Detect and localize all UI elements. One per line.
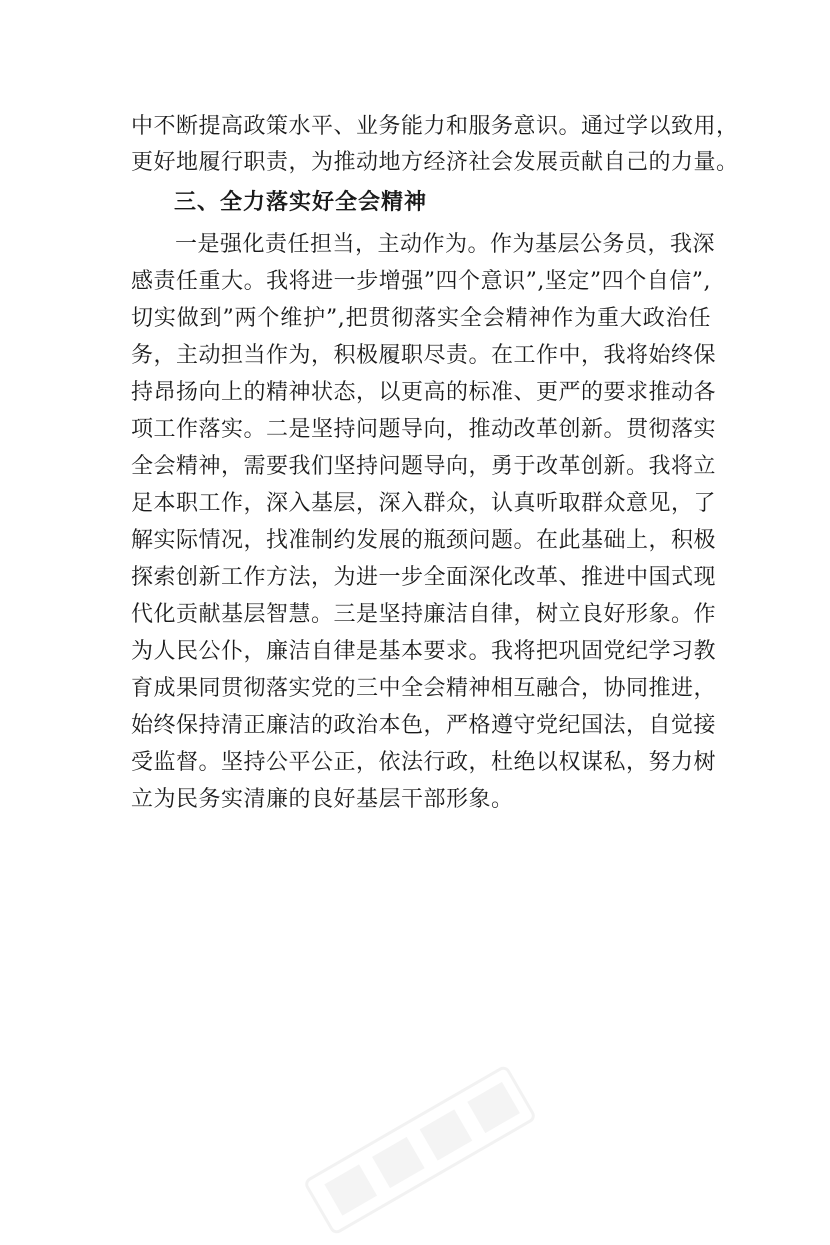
paragraph-line: 探索创新工作方法，为进一步全面深化改革、推进中国式现 [131, 565, 717, 590]
section-heading: 三、全力落实好全会精神 [174, 190, 428, 215]
paragraph-line: 为人民公仆，廉洁自律是基本要求。我将把巩固党纪学习教 [131, 639, 717, 664]
paragraph-line: 全会精神，需要我们坚持问题导向，勇于改革创新。我将立 [131, 454, 717, 479]
paragraph-line: 解实际情况，找准制约发展的瓶颈问题。在此基础上，积极 [131, 528, 717, 553]
paragraph-line: 育成果同贯彻落实党的三中全会精神相互融合，协同推进， [131, 676, 717, 701]
paragraph-line: 项工作落实。二是坚持问题导向，推动改革创新。贯彻落实 [131, 417, 717, 442]
paragraph-line: 切实做到”两个维护”,把贯彻落实全会精神作为重大政治任 [131, 306, 711, 331]
paragraph-line: 务，主动担当作为，积极履职尽责。在工作中，我将始终保 [131, 343, 717, 368]
body-line-2: 更好地履行职责，为推动地方经济社会发展贡献自己的力量。 [131, 150, 739, 175]
paragraph-line: 持昂扬向上的精神状态，以更高的标准、更严的要求推动各 [131, 380, 717, 405]
paragraph-line: 感责任重大。我将进一步增强”四个意识”,坚定”四个自信”, [131, 269, 711, 294]
paragraph-line: 代化贡献基层智慧。三是坚持廉洁自律，树立良好形象。作 [131, 602, 717, 627]
paragraph-line: 足本职工作，深入基层，深入群众，认真听取群众意见，了 [131, 491, 717, 516]
paragraph-line: 始终保持清正廉洁的政治本色，严格遵守党纪国法，自觉接 [131, 713, 717, 738]
paragraph-line: 受监督。坚持公平公正，依法行政，杜绝以权谋私，努力树 [131, 750, 717, 775]
paragraph-line: 立为民务实清廉的良好基层干部形象。 [131, 787, 514, 812]
body-line-1: 中不断提高政策水平、业务能力和服务意识。通过学以致用， [131, 114, 739, 139]
watermark-graphic [296, 1055, 544, 1244]
paragraph-line: 一是强化责任担当，主动作为。作为基层公务员，我深 [175, 232, 716, 257]
